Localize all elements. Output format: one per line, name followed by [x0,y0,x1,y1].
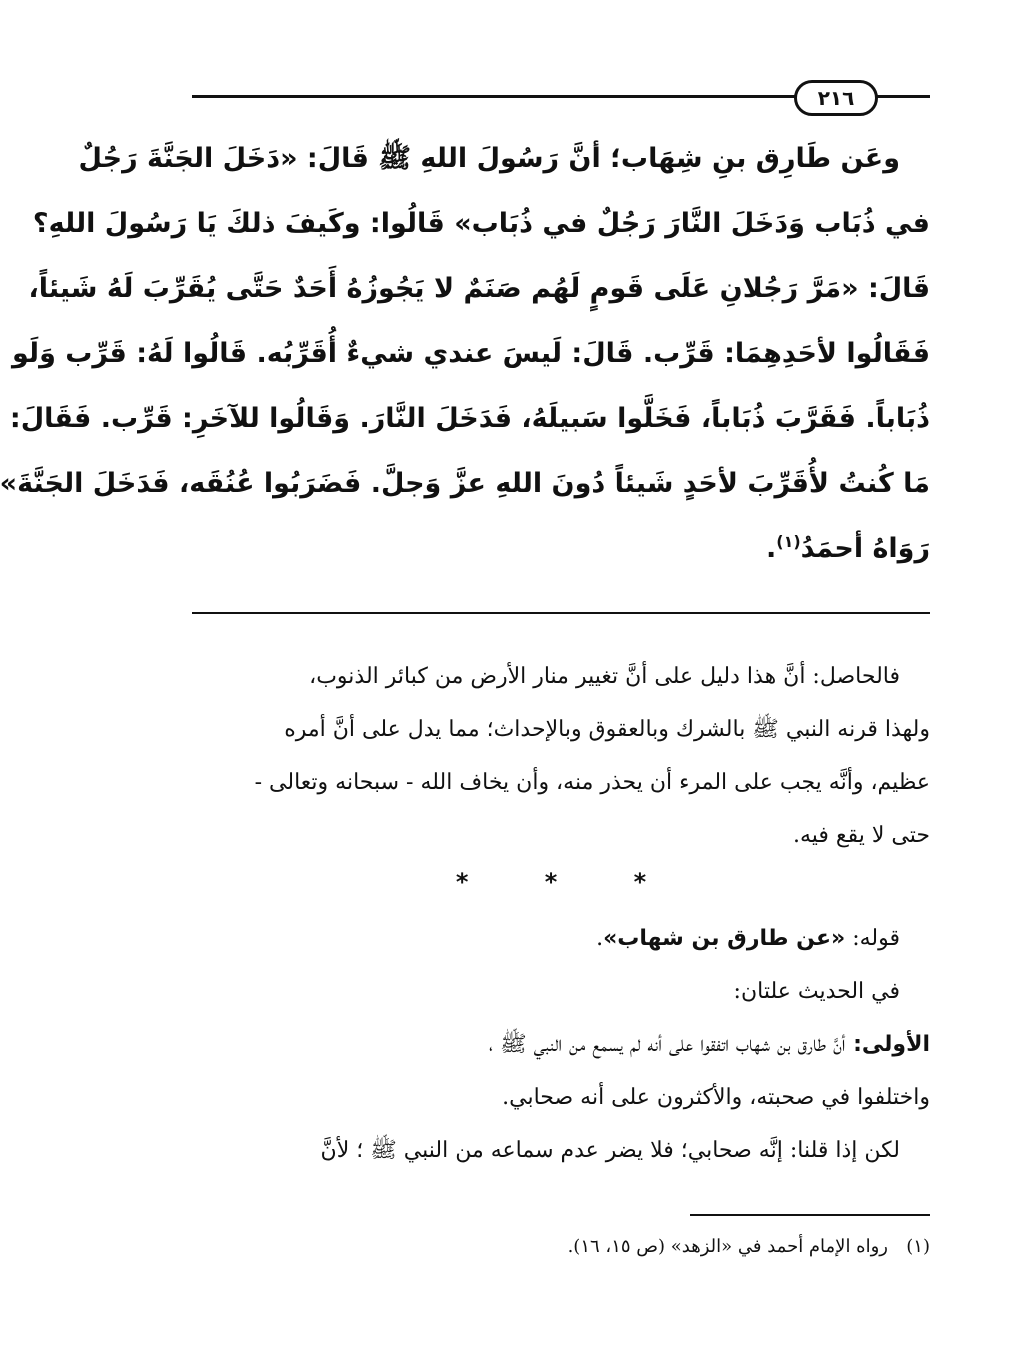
section-separator-stars: * * * [455,868,681,896]
commentary-line: عظيم، وأنَّه يجب على المرء أن يحذر منه، وأن يخاف الله - سبحانه وتعالى - [254,770,930,795]
hadith-line: قَالَ: «مَرَّ رَجُلانِ عَلَى قَومٍ لَهُم صَنَمٌ لا يَجُوزُهُ أَحَدٌ حَتَّى يُقَرِّبَ لَهُ شَيئاً، [28,273,930,304]
commentary-line: فالحاصل: أنَّ هذا دليل على أنَّ تغيير منار الأرض من كبائر الذنوب، [309,664,900,689]
commentary-line: ولهذا قرنه النبي ﷺ بالشرك وبالعقوق وبالإحداث؛ مما يدل على أنَّ أمره [284,717,930,742]
quote-prefix: قوله: [845,926,900,951]
quote-line [172,912,930,965]
hadith-line: فَقَالُوا لأحَدِهِمَا: قَرِّب. قَالَ: لَيسَ عندي شيءٌ أُقَرِّبُه. قَالُوا لَهُ: قَرِّب وَلَو [12,338,930,369]
hadith-line: مَا كُنتُ لأُقَرِّبَ لأحَدٍ شَيئاً دُونَ اللهِ عزَّ وَجلَّ. فَضَرَبُوا عُنُقَه، فَدَخَلَ الجَنَّةَ» [0,468,930,499]
page-header [192,80,930,116]
hadith-narration [192,516,930,581]
hadith-line: ذُبَاباً. فَقَرَّبَ ذُبَاباً، فَخَلَّوا سَبيلَهُ، فَدَخَلَ النَّارَ. وَقَالُوا للآخَرِ: قَرِّب. فَقَالَ: [9,403,930,434]
flaws-intro: في الحديث علتان: [733,979,900,1004]
hadith-line: في ذُبَاب وَدَخَلَ النَّارَ رَجُلٌ في ذُبَاب» قَالُوا: وكَيفَ ذلكَ يَا رَسُولَ اللهِ؟ [32,208,930,239]
narration-end: . [766,533,777,564]
footnote-text: رواه الإمام أحمد في «الزهد» (ص ١٥، ١٦). [567,1236,888,1257]
first-flaw-text: أنَّ طارق بن شهاب اتفقوا على أنه لم يسمع من النبي ﷺ ، [488,1032,846,1057]
footnote-rule [690,1214,930,1216]
quote-end: . [596,926,604,951]
footnote-reference[interactable]: (١) [776,532,801,551]
commentary-block [192,650,930,862]
footnote [400,1232,930,1262]
hadith-line: وعَن طَارِق بنِ شِهَاب؛ أنَّ رَسُولَ اللهِ ﷺ قَالَ: «دَخَلَ الجَنَّةَ رَجُلٌ [78,143,900,174]
hadith-block [0,126,930,581]
first-flaw-label: الأولى: [845,1032,930,1057]
quote-text: «عن طارق بن شهاب» [603,926,846,951]
first-flaw-line [172,1018,930,1071]
section-divider [192,612,930,614]
explanation-line: لكن إذا قلنا: إنَّه صحابي؛ فلا يضر عدم سماعه من النبي ﷺ ؛ لأنَّ [320,1138,900,1163]
explanation-line: واختلفوا في صحبته، والأكثرون على أنه صحابي. [502,1085,930,1110]
commentary-line: حتى لا يقع فيه. [792,823,930,848]
narration-text: رَوَاهُ أحمَدُ [800,533,930,564]
page-number: ٢١٦ [794,80,878,116]
explanation-block [172,912,930,1177]
footnote-number: (١) [906,1236,930,1257]
